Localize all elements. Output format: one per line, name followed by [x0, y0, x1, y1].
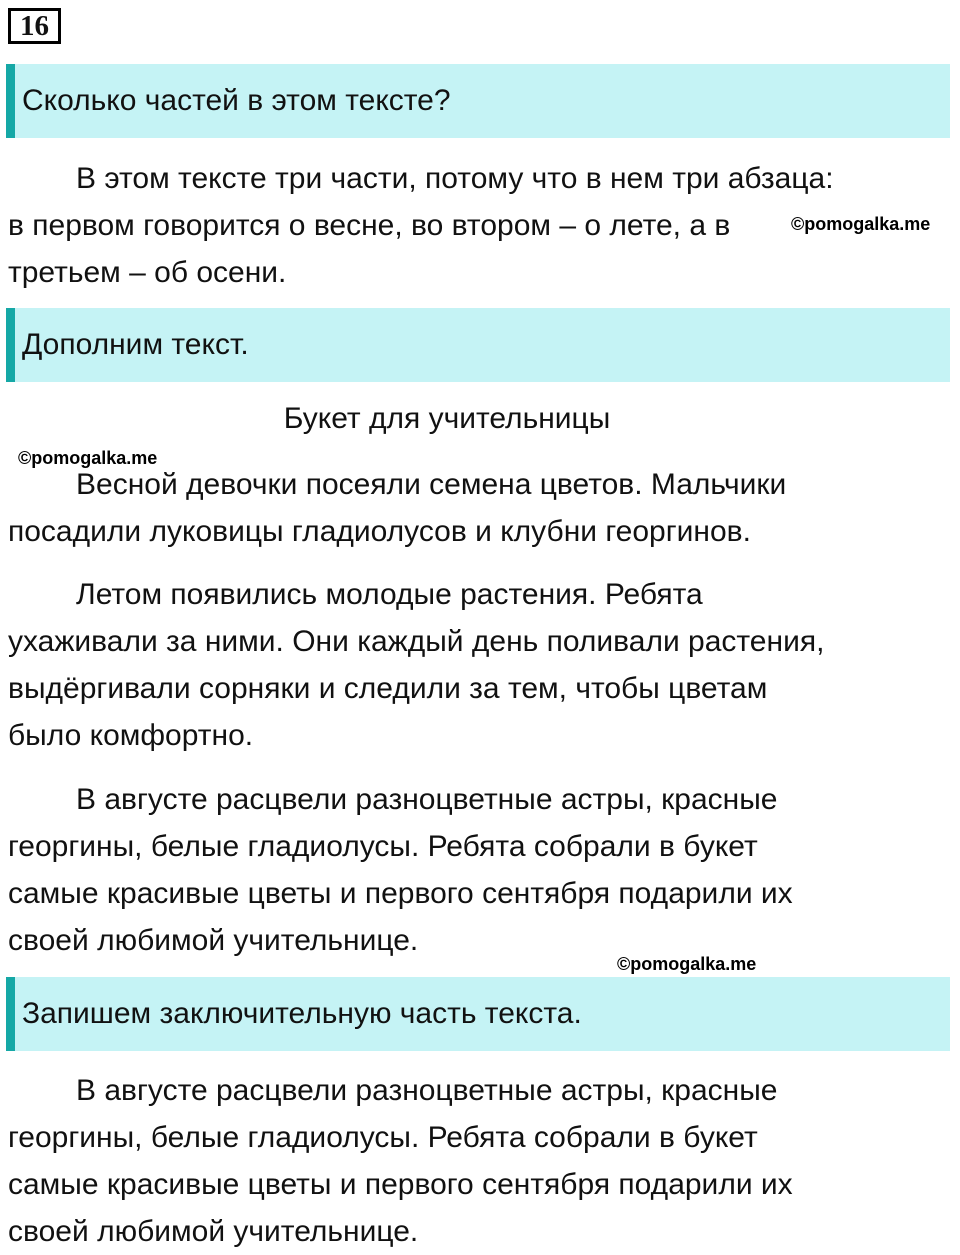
text-line: третьем – об осени. [8, 256, 287, 289]
answer-paragraph [8, 1067, 948, 1255]
watermark: ©pomogalka.me [617, 954, 757, 974]
text-line: самые красивые цветы и первого сентября подарили их [8, 877, 793, 910]
text-line: Весной девочки посеяли семена цветов. Мальчики [76, 468, 787, 501]
text-line: В августе расцвели разноцветные астры, красные [76, 783, 778, 816]
question-band-complete [6, 308, 950, 382]
text-line: георгины, белые гладиолусы. Ребята собрали в букет [8, 1121, 758, 1154]
question-heading: Дополним текст. [22, 328, 249, 361]
text-line: В этом тексте три части, потому что в нем три абзаца: [76, 162, 834, 195]
watermark: ©pomogalka.me [18, 448, 158, 468]
story-title: Букет для учительницы [283, 402, 611, 435]
story-paragraph [8, 776, 948, 964]
text-line: в первом говорится о весне, во втором – о лете, а в [8, 209, 731, 242]
question-band-final-part [6, 977, 950, 1051]
text-line: самые красивые цветы и первого сентября подарили их [8, 1168, 793, 1201]
story-paragraph [8, 571, 948, 759]
text-line: посадили луковицы гладиолусов и клубни георгинов. [8, 515, 751, 548]
question-heading: Сколько частей в этом тексте? [22, 84, 451, 117]
text-line: было комфортно. [8, 719, 254, 752]
text-line: своей любимой учительнице. [8, 924, 419, 957]
question-heading: Запишем заключительную часть текста. [22, 997, 582, 1030]
text-line: своей любимой учительнице. [8, 1215, 419, 1248]
watermark: ©pomogalka.me [791, 214, 931, 234]
story-paragraph [8, 461, 948, 555]
question-band-parts [6, 64, 950, 138]
text-line: ухаживали за ними. Они каждый день поливали растения, [8, 625, 825, 658]
text-line: георгины, белые гладиолусы. Ребята собрали в букет [8, 830, 758, 863]
text-line: В августе расцвели разноцветные астры, красные [76, 1074, 778, 1107]
text-line: Летом появились молодые растения. Ребята [76, 578, 703, 611]
task-number: 16 [8, 8, 61, 44]
text-line: выдёргивали сорняки и следили за тем, чтобы цветам [8, 672, 768, 705]
